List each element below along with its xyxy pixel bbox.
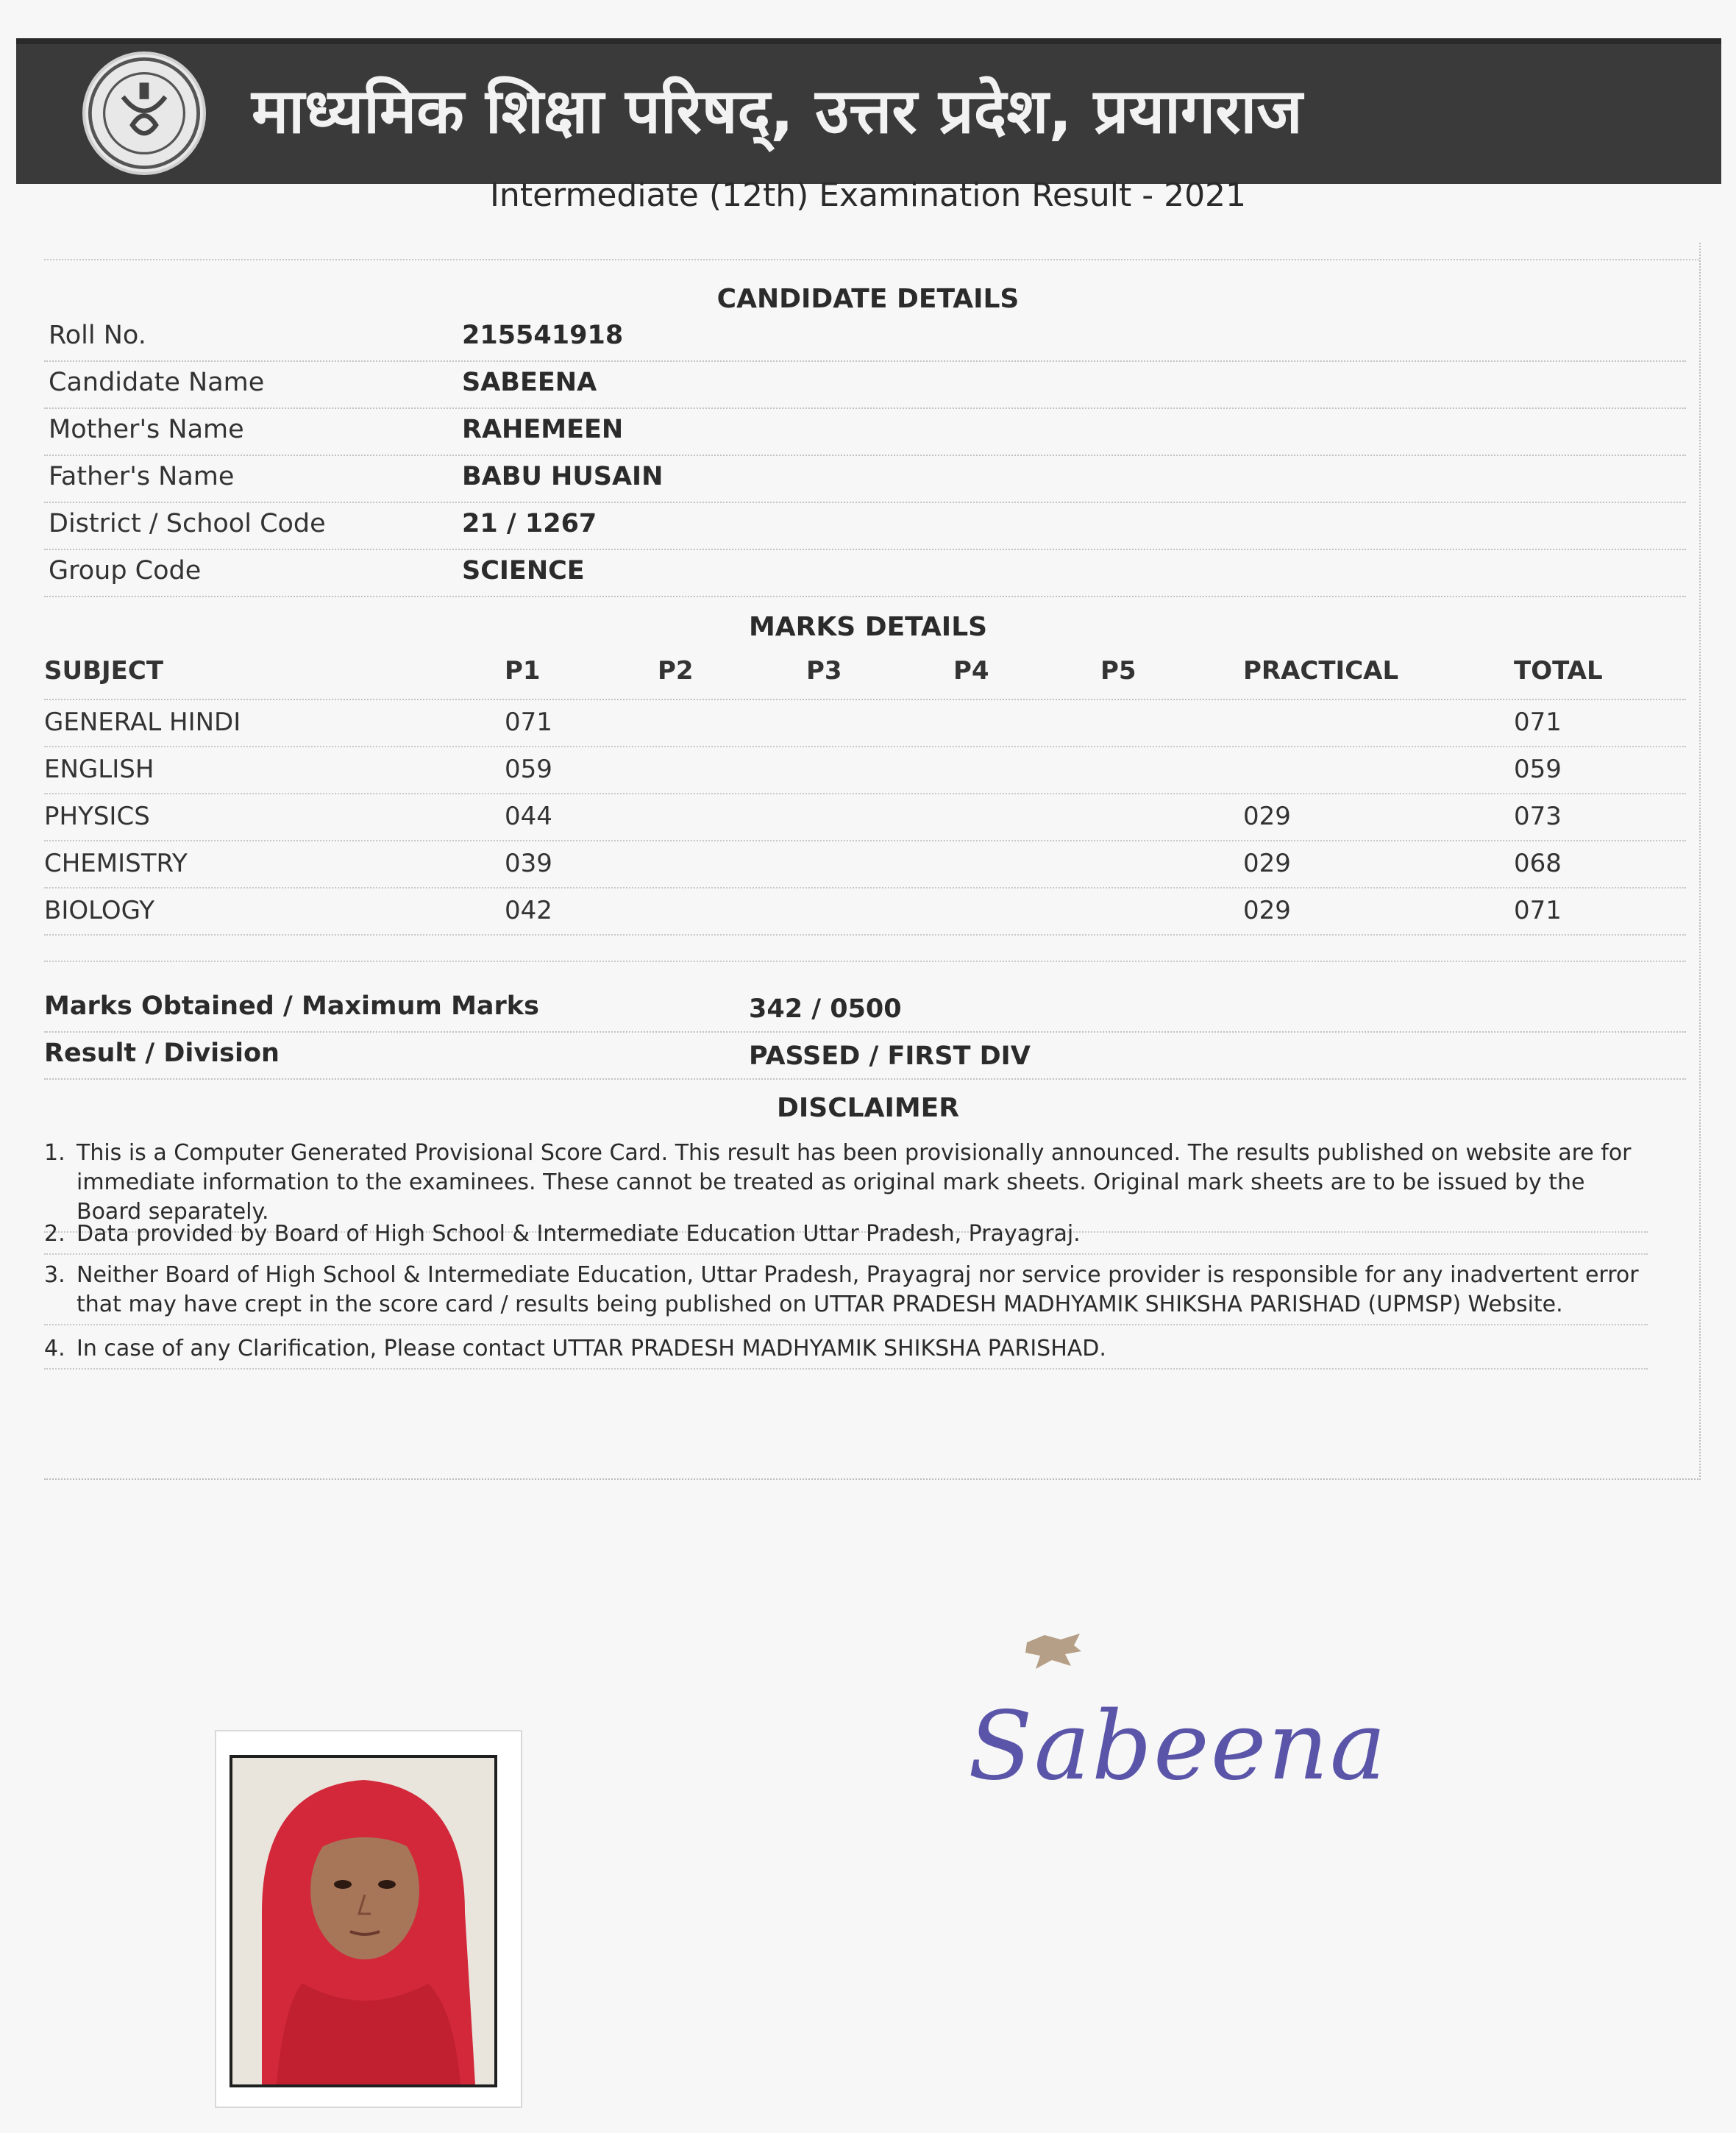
disclaimer-number: 3. — [44, 1262, 65, 1288]
total-cell: 073 — [1514, 802, 1562, 831]
board-title: माध्यमिक शिक्षा परिषद्, उत्तर प्रदेश, प्रयागराज — [252, 75, 1303, 147]
detail-value: 215541918 — [462, 321, 624, 350]
p1-cell: 071 — [505, 708, 552, 737]
marks-summary-value: 342 / 0500 — [749, 994, 902, 1024]
column-header: P2 — [658, 656, 694, 686]
detail-label: Candidate Name — [49, 368, 265, 397]
column-header: P1 — [505, 656, 541, 686]
disclaimer-item — [44, 1334, 1648, 1370]
disclaimer-text: In case of any Clarification, Please contact UTTAR PRADESH MADHYAMIK SHIKSHA PARISHAD. — [77, 1336, 1106, 1361]
stain-mark — [1022, 1629, 1086, 1673]
practical-cell: 029 — [1243, 896, 1291, 925]
detail-value: SCIENCE — [462, 556, 585, 585]
detail-row-roll — [44, 313, 1686, 362]
disclaimer-text: Data provided by Board of High School & Intermediate Education Uttar Pradesh, Prayagraj. — [77, 1221, 1081, 1247]
disclaimer-number: 1. — [44, 1140, 65, 1166]
subject-cell: ENGLISH — [44, 755, 154, 784]
total-cell: 068 — [1514, 849, 1562, 878]
result-value: PASSED / FIRST DIV — [749, 1041, 1031, 1071]
column-header: PRACTICAL — [1243, 656, 1399, 686]
exam-title: Intermediate (12th) Examination Result - 2021 — [489, 177, 1247, 214]
detail-label: Group Code — [49, 556, 202, 585]
table-row — [44, 746, 1686, 794]
detail-label: Father's Name — [49, 462, 235, 491]
candidate-photo — [230, 1755, 497, 2087]
disclaimer-text: This is a Computer Generated Provisional Score Card. This result has been provisionally announced. The results published on website are for immediate information to the examinees. These cannot be treated as original mark sheets. Original mark sheets are to be issued by the Board separately. — [77, 1140, 1632, 1225]
column-header: TOTAL — [1514, 656, 1603, 686]
disclaimer-heading: DISCLAIMER — [777, 1093, 959, 1123]
total-cell: 071 — [1514, 896, 1562, 925]
upmsp-emblem-icon — [82, 51, 206, 175]
result-row — [44, 1031, 1686, 1080]
result-label: Result / Division — [44, 1039, 280, 1068]
column-header: P3 — [806, 656, 842, 686]
practical-cell: 029 — [1243, 802, 1291, 831]
table-spacer-row — [44, 934, 1686, 962]
total-cell: 071 — [1514, 708, 1562, 737]
column-header: SUBJECT — [44, 656, 164, 686]
table-row — [44, 840, 1686, 889]
detail-value: BABU HUSAIN — [462, 462, 664, 491]
practical-cell: 029 — [1243, 849, 1291, 878]
candidate-details-heading: CANDIDATE DETAILS — [716, 284, 1020, 314]
disclaimer-item — [44, 1139, 1648, 1233]
disclaimer-number: 4. — [44, 1336, 65, 1361]
table-row — [44, 699, 1686, 747]
disclaimer-item — [44, 1219, 1648, 1255]
subject-cell: BIOLOGY — [44, 896, 155, 925]
marks-summary-row — [44, 984, 1686, 1033]
marks-summary-label: Marks Obtained / Maximum Marks — [44, 991, 539, 1021]
table-row — [44, 887, 1686, 936]
subject-cell: PHYSICS — [44, 802, 150, 831]
detail-label: Mother's Name — [49, 415, 244, 444]
total-cell: 059 — [1514, 755, 1562, 784]
photo-frame — [215, 1730, 522, 2108]
detail-value: RAHEMEEN — [462, 415, 624, 444]
detail-row-district — [44, 502, 1686, 550]
detail-row-mother — [44, 407, 1686, 456]
detail-value: SABEENA — [462, 368, 597, 397]
column-header: P4 — [953, 656, 989, 686]
candidate-signature: Sabeena — [968, 1692, 1388, 1801]
detail-row-father — [44, 455, 1686, 503]
p1-cell: 039 — [505, 849, 552, 878]
detail-row-name — [44, 360, 1686, 409]
p1-cell: 044 — [505, 802, 552, 831]
detail-label: District / School Code — [49, 509, 326, 538]
disclaimer-item — [44, 1261, 1648, 1325]
p1-cell: 059 — [505, 755, 552, 784]
subject-cell: CHEMISTRY — [44, 849, 188, 878]
board-header — [16, 38, 1721, 184]
table-row — [44, 793, 1686, 841]
marks-table-header — [44, 647, 1686, 700]
detail-value: 21 / 1267 — [462, 509, 597, 538]
disclaimer-text: Neither Board of High School & Intermediate Education, Uttar Pradesh, Prayagraj nor service provider is responsible for any inadvertent error that may have crept in the score card / results being published on UTTAR PRADESH MADHYAMIK SHIKSHA PARISHAD (UPMSP) Website. — [77, 1262, 1639, 1317]
p1-cell: 042 — [505, 896, 552, 925]
detail-label: Roll No. — [49, 321, 146, 350]
marks-details-heading: MARKS DETAILS — [748, 612, 988, 642]
column-header: P5 — [1100, 656, 1136, 686]
subject-cell: GENERAL HINDI — [44, 708, 241, 737]
disclaimer-number: 2. — [44, 1221, 65, 1247]
detail-row-group — [44, 549, 1686, 597]
